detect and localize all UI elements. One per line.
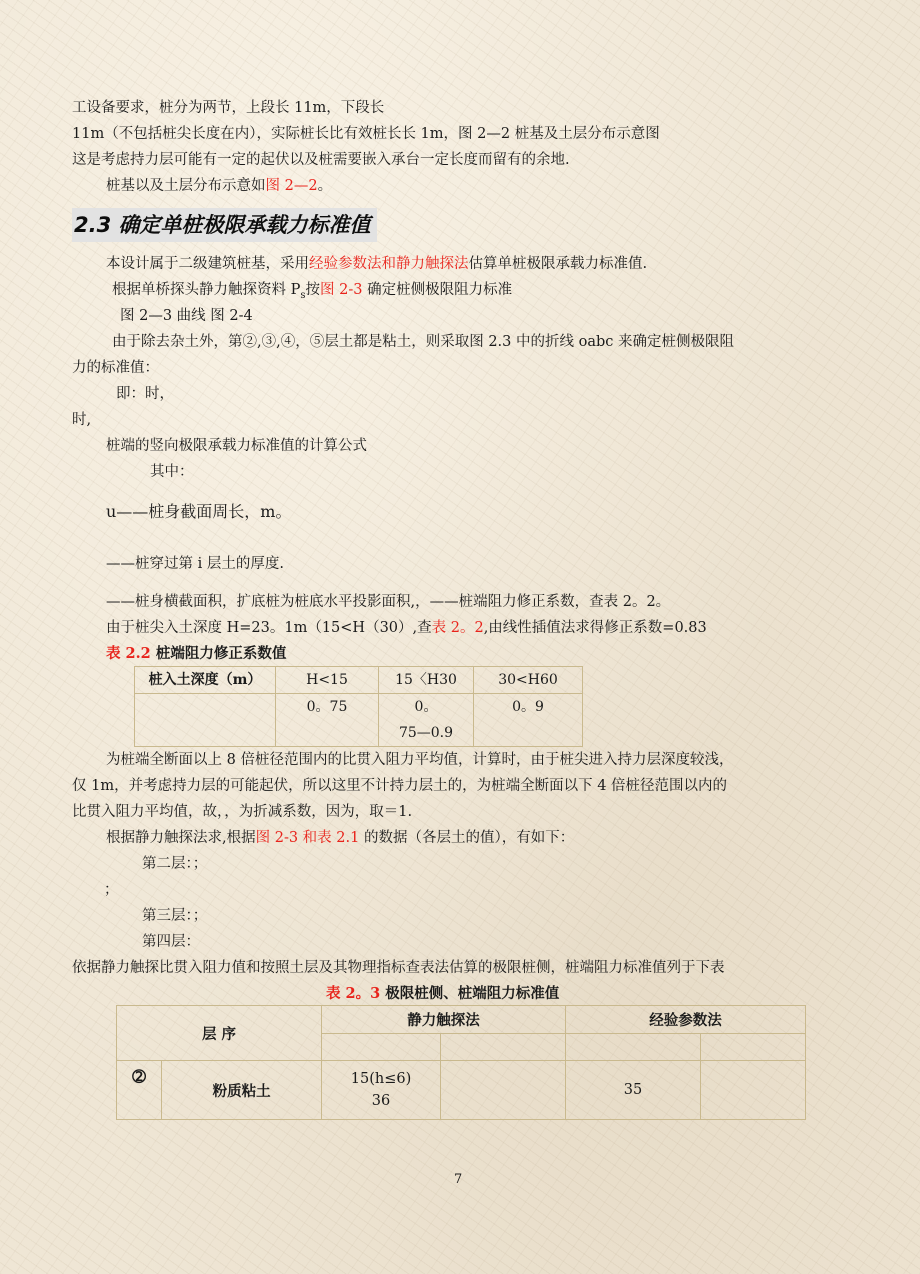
figure-caption: 图 2—3 曲线 图 2-4 bbox=[120, 308, 253, 324]
paragraph-line bbox=[106, 254, 647, 274]
figure-ref-link[interactable]: 图 2-3 bbox=[320, 282, 363, 298]
paragraph-line: 由于除去杂土外，第②,③,④，⑤层土都是粘土，则采取图 2.3 中的折线 oabc 来确定桩侧极限阻 bbox=[112, 334, 734, 350]
table-cell: 35 bbox=[566, 1061, 701, 1120]
paragraph-line bbox=[106, 176, 332, 196]
text: 按 bbox=[305, 282, 321, 298]
table-cell bbox=[322, 1061, 441, 1120]
paragraph-line: 时, bbox=[72, 412, 92, 428]
text: 确定桩侧极限阻力标准 bbox=[362, 282, 513, 298]
table-cell bbox=[322, 1034, 441, 1061]
text: 根据单桥探头静力触探资料 P bbox=[112, 282, 301, 298]
table-row bbox=[117, 1006, 806, 1034]
table-ref-link[interactable]: 表 2。2 bbox=[431, 620, 484, 636]
table-number: 表 2.2 bbox=[106, 645, 151, 662]
section-heading: 2.3 确定单桩极限承载力标准值 bbox=[72, 208, 377, 242]
paragraph-line: 其中： bbox=[150, 464, 194, 480]
paragraph-line: 比贯入阻力平均值，故，，为折减系数，因为，取＝1. bbox=[72, 804, 413, 820]
table-cell bbox=[135, 694, 276, 747]
table-title: 桩端阻力修正系数值 bbox=[150, 645, 287, 662]
table-cell: 0。75 bbox=[276, 694, 379, 747]
table-caption bbox=[326, 984, 559, 1004]
table-cell bbox=[379, 694, 474, 747]
correction-factor-table bbox=[134, 666, 583, 747]
table-cell bbox=[701, 1034, 806, 1061]
table-cell bbox=[701, 1061, 806, 1120]
resistance-standard-table bbox=[116, 1005, 806, 1120]
text: 桩基以及土层分布示意如 bbox=[106, 178, 266, 194]
layer-number: ➁ bbox=[117, 1061, 162, 1120]
paragraph-line: 11m（不包括桩尖长度在内），实际桩长比有效桩长长 1m，图 2—2 桩基及土层分布示意图 bbox=[72, 126, 660, 142]
method-ref-link[interactable]: 经验参数法和静力触探法 bbox=[309, 256, 469, 272]
text: 本设计属于二级建筑桩基，采用 bbox=[106, 256, 309, 272]
paragraph-line: ——桩穿过第 i 层土的厚度. bbox=[106, 556, 284, 572]
table-header-cell: H<15 bbox=[276, 667, 379, 694]
paragraph-line: 桩端的竖向极限承载力标准值的计算公式 bbox=[106, 438, 367, 454]
table-cell bbox=[441, 1061, 566, 1120]
paragraph-line: 第四层： bbox=[142, 934, 200, 950]
cell-line: 75—0.9 bbox=[398, 725, 454, 741]
paragraph-line: 依据静力触探比贯入阻力值和按照土层及其物理指标查表法估算的极限桩侧，桩端阻力标准值列于下表 bbox=[72, 960, 725, 976]
table-header-cell: 经验参数法 bbox=[566, 1006, 806, 1034]
paragraph-line: 第二层：； bbox=[142, 856, 208, 872]
paragraph-line bbox=[112, 280, 512, 306]
text: ,由线性插值法求得修正系数=0.83 bbox=[483, 620, 707, 636]
paragraph-line: 为桩端全断面以上 8 倍桩径范围内的比贯入阻力平均值，计算时，由于桩尖进入持力层深度较浅， bbox=[106, 752, 734, 768]
table-header-cell: 15〈H30 bbox=[379, 667, 474, 694]
cell-line: 15(h≤6) bbox=[350, 1071, 412, 1087]
layer-name: 粉质粘土 bbox=[162, 1061, 322, 1120]
paragraph-line: u——桩身截面周长，m。 bbox=[106, 502, 292, 521]
table-header-cell: 层 序 bbox=[117, 1006, 322, 1061]
text: 估算单桩极限承载力标准值. bbox=[468, 256, 648, 272]
paragraph-line: 这是考虑持力层可能有一定的起伏以及桩需要嵌入承台一定长度而留有的余地. bbox=[72, 152, 570, 168]
table-cell: 0。9 bbox=[474, 694, 583, 747]
table-cell bbox=[441, 1034, 566, 1061]
table-title: 极限桩侧、桩端阻力标准值 bbox=[380, 985, 560, 1002]
figure-ref-link[interactable]: 图 2—2 bbox=[265, 178, 318, 194]
table-header-cell: 静力触探法 bbox=[322, 1006, 566, 1034]
table-header-cell: 30<H60 bbox=[474, 667, 583, 694]
page-number: 7 bbox=[454, 1172, 463, 1187]
table-cell bbox=[566, 1034, 701, 1061]
paragraph-line: ； bbox=[104, 882, 119, 898]
subscript: s bbox=[300, 289, 306, 301]
text: 由于桩尖入土深度 H=23。1m（15<H（30）,查 bbox=[106, 620, 432, 636]
text: 的数据（各层土的值），有如下： bbox=[359, 830, 575, 846]
paragraph-line bbox=[106, 618, 707, 638]
paragraph-line: 第三层：； bbox=[142, 908, 208, 924]
table-header-cell: 桩入土深度（m） bbox=[135, 667, 276, 694]
figure-table-ref-link[interactable]: 图 2-3 和表 2.1 bbox=[255, 830, 360, 846]
paragraph-line: 力的标准值： bbox=[72, 360, 159, 376]
cell-line: 0。 bbox=[414, 699, 438, 715]
paragraph-line: ——桩身横截面积，扩底桩为桩底水平投影面积,，——桩端阻力修正系数，查表 2。2。 bbox=[106, 594, 671, 610]
text: 根据静力触探法求,根据 bbox=[106, 830, 256, 846]
table-row bbox=[135, 694, 583, 747]
table-caption bbox=[106, 644, 286, 664]
table-row bbox=[135, 667, 583, 694]
text: 。 bbox=[317, 178, 333, 194]
table-number: 表 2。3 bbox=[326, 985, 381, 1002]
table-row bbox=[117, 1061, 806, 1120]
paragraph-line: 仅 1m，并考虑持力层的可能起伏，所以这里不计持力层土的，为桩端全断面以下 4 倍桩径范围以内的 bbox=[72, 778, 728, 794]
paragraph-line: 工设备要求，桩分为两节，上段长 11m，下段长 bbox=[72, 100, 385, 116]
paragraph-line bbox=[106, 828, 574, 848]
paragraph-line: 即：时， bbox=[116, 386, 174, 402]
cell-line: 36 bbox=[371, 1093, 391, 1109]
